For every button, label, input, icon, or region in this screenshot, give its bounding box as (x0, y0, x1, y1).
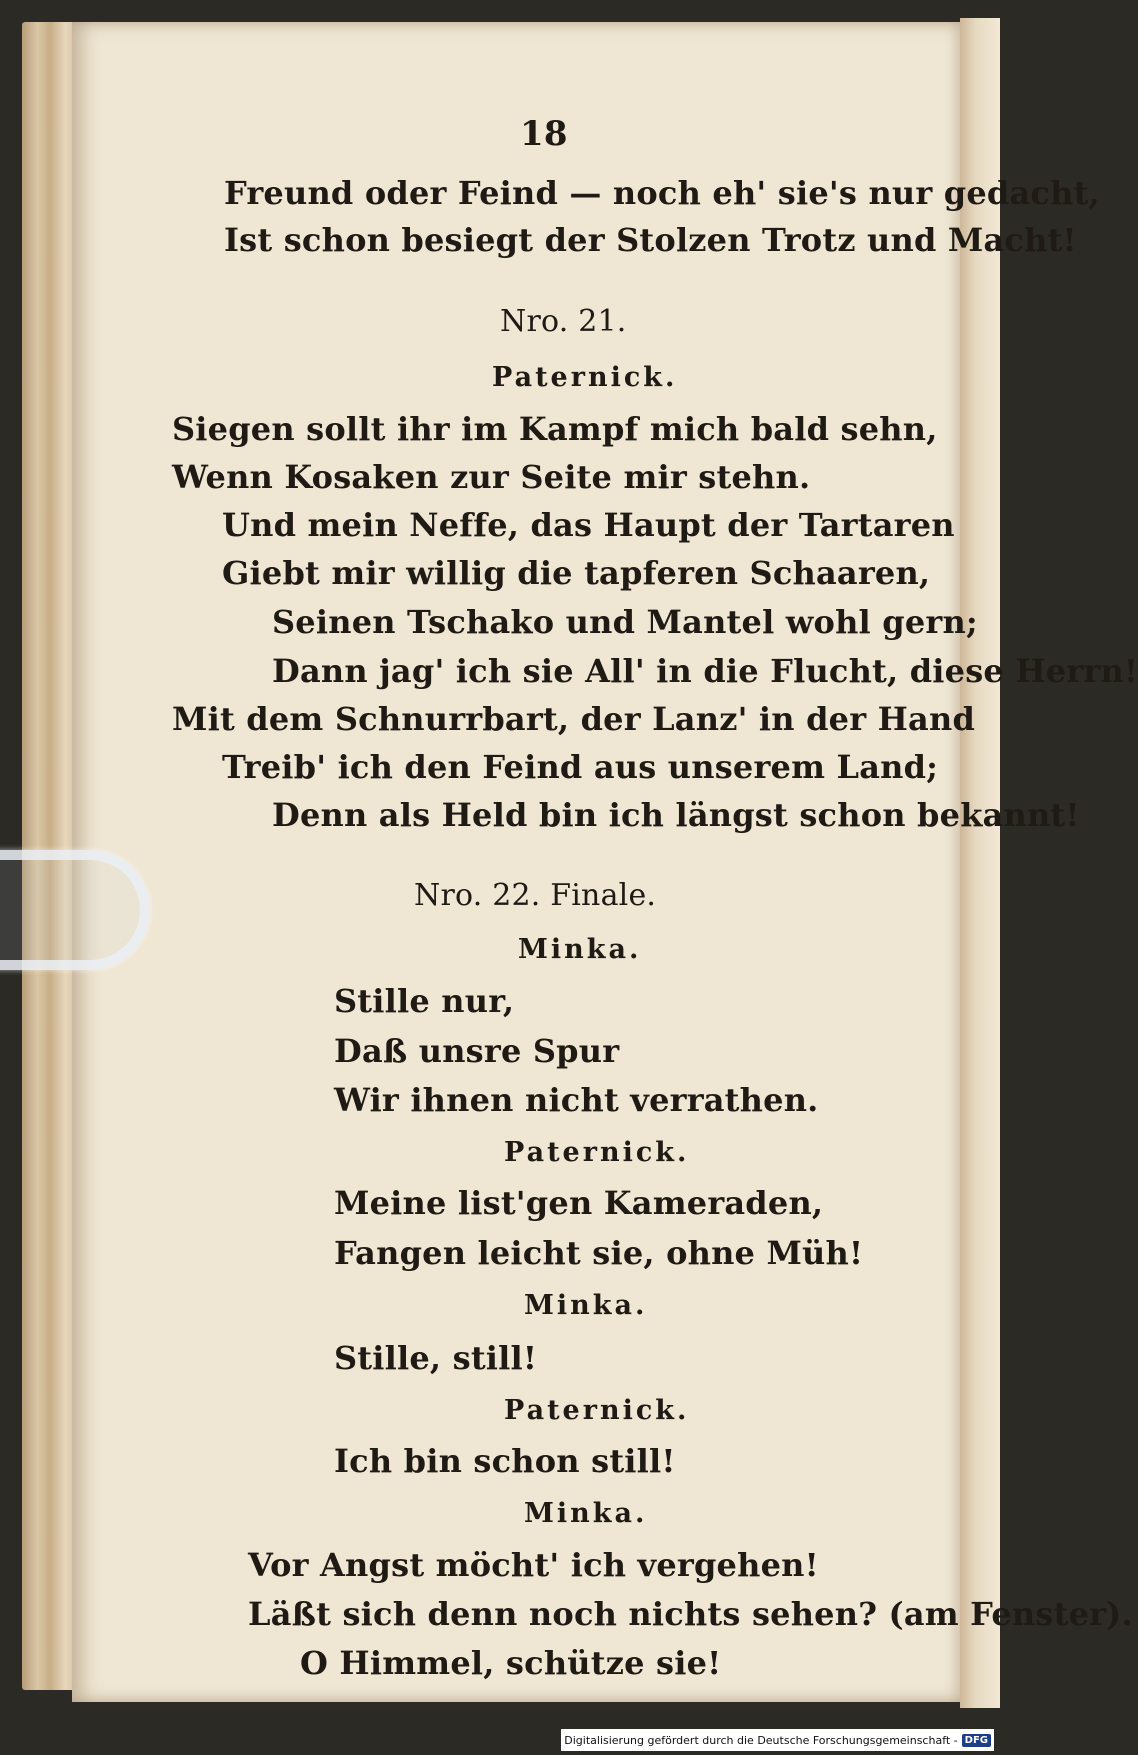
number-heading: Nro. 22. Finale. (414, 878, 657, 913)
verse-line: Mit dem Schnurrbart, der Lanz' in der Hand (172, 700, 976, 738)
digitization-credit (561, 1729, 994, 1751)
verse-line: Dann jag' ich sie All' in die Flucht, diese Herrn! (272, 652, 1138, 690)
verse-line: Vor Angst möcht' ich vergehen! (248, 1546, 819, 1584)
verse-line: Meine list'gen Kameraden, (334, 1184, 824, 1222)
dfg-logo: DFG (962, 1734, 991, 1747)
verse-line: Ich bin schon still! (334, 1442, 676, 1480)
speaker-name: Paternick. (504, 1395, 690, 1426)
verse-line: Treib' ich den Feind aus unserem Land; (222, 748, 939, 786)
speaker-name: Minka. (524, 1498, 648, 1529)
credit-text: Digitalisierung gefördert durch die Deutsche Forschungsgemeinschaft - (564, 1733, 958, 1747)
page-holder-clip (0, 850, 150, 970)
page-number: 18 (520, 114, 568, 154)
speaker-name: Paternick. (492, 362, 678, 393)
verse-line: Stille nur, (334, 982, 515, 1020)
verse-line: Freund oder Feind — noch eh' sie's nur gedacht, (224, 174, 1100, 212)
verse-line: Läßt sich denn noch nichts sehen? (am Fenster). (248, 1595, 1133, 1633)
verse-line: Daß unsre Spur (334, 1032, 620, 1070)
number-heading: Nro. 21. (500, 304, 627, 339)
verse-line: Ist schon besiegt der Stolzen Trotz und Macht! (224, 221, 1077, 259)
speaker-name: Minka. (518, 934, 642, 965)
verse-line: Wir ihnen nicht verrathen. (334, 1081, 819, 1119)
book-page (72, 22, 1138, 1702)
verse-line: Giebt mir willig die tapferen Schaaren, (222, 554, 931, 592)
verse-line: Denn als Held bin ich längst schon bekannt! (272, 796, 1080, 834)
verse-line: Seinen Tschako und Mantel wohl gern; (272, 603, 978, 641)
speaker-name: Paternick. (504, 1137, 690, 1168)
verse-line: Wenn Kosaken zur Seite mir stehn. (172, 458, 811, 496)
verse-line: O Himmel, schütze sie! (300, 1644, 722, 1682)
next-page-edge (960, 18, 1000, 1708)
verse-line: Stille, still! (334, 1339, 538, 1377)
verse-line: Und mein Neffe, das Haupt der Tartaren (222, 506, 955, 544)
speaker-name: Minka. (524, 1290, 648, 1321)
verse-line: Siegen sollt ihr im Kampf mich bald sehn, (172, 410, 938, 448)
verse-line: Fangen leicht sie, ohne Müh! (334, 1234, 864, 1272)
